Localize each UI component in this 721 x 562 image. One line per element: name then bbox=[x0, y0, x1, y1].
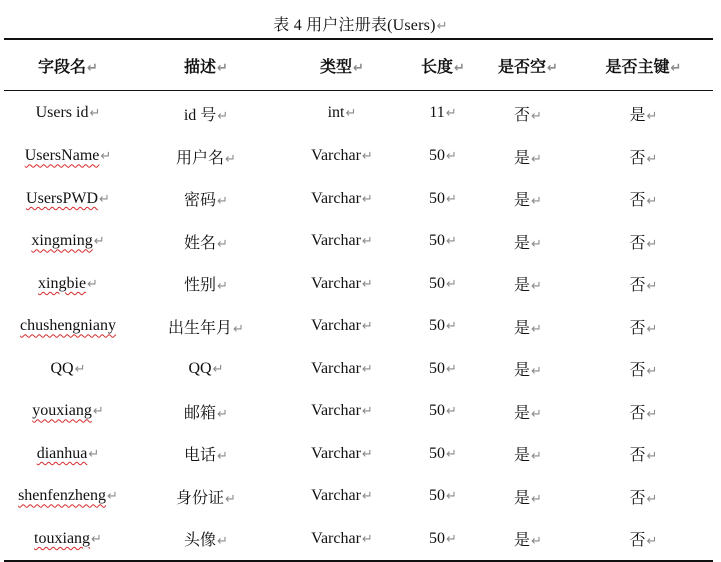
paragraph-return-icon: ↵ bbox=[446, 489, 457, 505]
paragraph-return-icon: ↵ bbox=[531, 534, 542, 550]
cell-nullable bbox=[482, 475, 574, 518]
cell-text: 是 bbox=[514, 277, 531, 295]
cell-text: id 号 bbox=[183, 106, 217, 124]
cell-primary-key bbox=[574, 220, 713, 263]
cell-text: Varchar bbox=[311, 317, 361, 335]
paragraph-return-icon: ↵ bbox=[454, 60, 465, 76]
cell-type bbox=[280, 433, 404, 476]
paragraph-return-icon: ↵ bbox=[217, 279, 228, 295]
cell-text: int bbox=[327, 104, 345, 121]
table-row bbox=[4, 433, 713, 476]
cell-primary-key bbox=[574, 135, 713, 178]
paragraph-return-icon: ↵ bbox=[99, 191, 110, 207]
cell-length bbox=[404, 390, 482, 433]
paragraph-return-icon: ↵ bbox=[361, 531, 373, 547]
cell-type bbox=[280, 305, 404, 348]
header-label: 长度 bbox=[421, 58, 454, 76]
paragraph-return-icon: ↵ bbox=[445, 106, 457, 121]
paragraph-return-icon: ↵ bbox=[646, 108, 658, 124]
cell-length bbox=[404, 135, 482, 178]
paragraph-return-icon: ↵ bbox=[547, 60, 558, 76]
cell-text: UsersName bbox=[24, 147, 100, 165]
cell-description bbox=[132, 178, 280, 221]
cell-type bbox=[280, 220, 404, 263]
table-row bbox=[4, 348, 713, 391]
cell-text: Varchar bbox=[311, 232, 361, 250]
cell-text: 身份证 bbox=[176, 489, 225, 507]
paragraph-return-icon: ↵ bbox=[646, 449, 658, 465]
cell-primary-key bbox=[574, 91, 713, 136]
paragraph-return-icon: ↵ bbox=[92, 404, 104, 420]
cell-field-name bbox=[4, 135, 132, 178]
cell-nullable bbox=[482, 263, 574, 306]
cell-text: 邮箱 bbox=[184, 404, 217, 422]
column-header-type bbox=[280, 39, 404, 91]
paragraph-return-icon: ↵ bbox=[233, 321, 244, 337]
table-row bbox=[4, 518, 713, 562]
cell-field-name bbox=[4, 305, 132, 348]
cell-text: 50 bbox=[429, 487, 446, 505]
table-header-row bbox=[4, 39, 713, 91]
paragraph-return-icon: ↵ bbox=[531, 108, 542, 124]
cell-nullable bbox=[482, 433, 574, 476]
paragraph-return-icon: ↵ bbox=[531, 449, 542, 465]
cell-text: 是 bbox=[514, 532, 531, 550]
paragraph-return-icon: ↵ bbox=[361, 276, 373, 292]
cell-field-name bbox=[4, 348, 132, 391]
cell-description bbox=[132, 518, 280, 562]
cell-description bbox=[132, 433, 280, 476]
cell-text: Varchar bbox=[311, 189, 361, 207]
paragraph-return-icon: ↵ bbox=[531, 491, 542, 507]
cell-primary-key bbox=[574, 263, 713, 306]
paragraph-return-icon: ↵ bbox=[345, 106, 357, 121]
table-body bbox=[4, 91, 713, 562]
header-label: 是否空 bbox=[498, 58, 547, 76]
paragraph-return-icon: ↵ bbox=[446, 361, 457, 377]
cell-primary-key bbox=[574, 390, 713, 433]
table-row bbox=[4, 91, 713, 136]
cell-field-name bbox=[4, 263, 132, 306]
cell-length bbox=[404, 220, 482, 263]
paragraph-return-icon: ↵ bbox=[361, 489, 373, 505]
paragraph-return-icon: ↵ bbox=[217, 60, 228, 76]
cell-nullable bbox=[482, 178, 574, 221]
paragraph-return-icon: ↵ bbox=[531, 279, 542, 295]
paragraph-return-icon: ↵ bbox=[646, 279, 658, 295]
column-header-nullable bbox=[482, 39, 574, 91]
header-label: 字段名 bbox=[38, 58, 87, 76]
cell-text: UsersPWD bbox=[26, 189, 99, 207]
cell-type bbox=[280, 178, 404, 221]
paragraph-return-icon: ↵ bbox=[93, 234, 105, 250]
column-header-description bbox=[132, 39, 280, 91]
paragraph-return-icon: ↵ bbox=[646, 236, 658, 252]
cell-text: Varchar bbox=[311, 444, 361, 462]
cell-field-name bbox=[4, 433, 132, 476]
cell-text: Varchar bbox=[311, 274, 361, 292]
cell-text: 否 bbox=[629, 532, 646, 550]
paragraph-return-icon: ↵ bbox=[646, 151, 658, 167]
cell-text: 50 bbox=[429, 189, 446, 207]
paragraph-return-icon: ↵ bbox=[217, 236, 228, 252]
cell-primary-key bbox=[574, 348, 713, 391]
paragraph-return-icon: ↵ bbox=[361, 191, 373, 207]
paragraph-return-icon: ↵ bbox=[646, 491, 658, 507]
paragraph-return-icon: ↵ bbox=[646, 321, 658, 337]
table-row bbox=[4, 178, 713, 221]
paragraph-return-icon: ↵ bbox=[217, 406, 228, 422]
header-label: 描述 bbox=[184, 58, 217, 76]
cell-text: 是 bbox=[514, 404, 531, 422]
cell-type bbox=[280, 135, 404, 178]
paragraph-return-icon: ↵ bbox=[446, 276, 457, 292]
paragraph-return-icon: ↵ bbox=[225, 491, 236, 507]
paragraph-return-icon: ↵ bbox=[361, 446, 373, 462]
paragraph-return-icon: ↵ bbox=[531, 321, 542, 337]
cell-text: xingbie bbox=[38, 274, 87, 292]
table-caption bbox=[0, 14, 721, 39]
paragraph-return-icon: ↵ bbox=[361, 361, 373, 377]
cell-text: 50 bbox=[429, 317, 446, 335]
cell-text: 用户名 bbox=[176, 149, 225, 167]
cell-field-name bbox=[4, 91, 132, 136]
paragraph-return-icon: ↵ bbox=[87, 60, 98, 76]
cell-text: 否 bbox=[629, 149, 646, 167]
cell-text: Varchar bbox=[311, 487, 361, 505]
table-caption-text: 表 4 用户注册表(Users) bbox=[273, 17, 436, 34]
cell-text: youxiang bbox=[32, 402, 92, 420]
paragraph-return-icon: ↵ bbox=[361, 404, 373, 420]
cell-primary-key bbox=[574, 518, 713, 562]
cell-nullable bbox=[482, 91, 574, 136]
cell-text: 密码 bbox=[184, 192, 217, 210]
cell-type bbox=[280, 390, 404, 433]
paragraph-return-icon: ↵ bbox=[87, 276, 98, 292]
paragraph-return-icon: ↵ bbox=[531, 364, 542, 380]
column-header-field bbox=[4, 39, 132, 91]
cell-text: chushengniany bbox=[20, 317, 116, 335]
cell-length bbox=[404, 475, 482, 518]
table-row bbox=[4, 475, 713, 518]
cell-text: 性别 bbox=[184, 277, 217, 295]
paragraph-return-icon: ↵ bbox=[353, 60, 364, 76]
cell-primary-key bbox=[574, 305, 713, 348]
paragraph-return-icon: ↵ bbox=[646, 406, 658, 422]
cell-description bbox=[132, 475, 280, 518]
paragraph-return-icon: ↵ bbox=[446, 446, 457, 462]
cell-field-name bbox=[4, 390, 132, 433]
paragraph-return-icon: ↵ bbox=[89, 106, 101, 121]
cell-text: 50 bbox=[429, 147, 446, 165]
cell-primary-key bbox=[574, 433, 713, 476]
paragraph-return-icon: ↵ bbox=[217, 534, 228, 550]
cell-text: Varchar bbox=[311, 359, 361, 377]
column-header-primary-key bbox=[574, 39, 713, 91]
paragraph-return-icon: ↵ bbox=[107, 489, 118, 505]
cell-description bbox=[132, 263, 280, 306]
column-header-length bbox=[404, 39, 482, 91]
table-row bbox=[4, 263, 713, 306]
cell-text: 50 bbox=[429, 529, 446, 547]
paragraph-return-icon: ↵ bbox=[91, 531, 102, 547]
header-label: 类型 bbox=[320, 58, 353, 76]
paragraph-return-icon: ↵ bbox=[446, 404, 457, 420]
cell-description bbox=[132, 220, 280, 263]
cell-text: 是 bbox=[514, 362, 531, 380]
cell-text: 否 bbox=[629, 447, 646, 465]
cell-text: 头像 bbox=[184, 532, 217, 550]
paragraph-return-icon: ↵ bbox=[217, 108, 229, 124]
cell-length bbox=[404, 178, 482, 221]
cell-text: 否 bbox=[629, 319, 646, 337]
cell-description bbox=[132, 135, 280, 178]
paragraph-return-icon: ↵ bbox=[361, 234, 373, 250]
paragraph-return-icon: ↵ bbox=[217, 194, 228, 210]
paragraph-return-icon: ↵ bbox=[212, 361, 224, 377]
cell-text: Varchar bbox=[311, 402, 361, 420]
cell-text: 电话 bbox=[184, 447, 217, 465]
cell-nullable bbox=[482, 305, 574, 348]
paragraph-return-icon: ↵ bbox=[446, 149, 457, 165]
cell-field-name bbox=[4, 518, 132, 562]
paragraph-return-icon: ↵ bbox=[531, 406, 542, 422]
paragraph-return-icon: ↵ bbox=[531, 194, 542, 210]
cell-length bbox=[404, 348, 482, 391]
cell-type bbox=[280, 518, 404, 562]
cell-text: 50 bbox=[429, 359, 446, 377]
cell-text: 否 bbox=[629, 362, 646, 380]
paragraph-return-icon: ↵ bbox=[670, 60, 682, 76]
cell-primary-key bbox=[574, 178, 713, 221]
table-row bbox=[4, 220, 713, 263]
paragraph-return-icon: ↵ bbox=[225, 151, 236, 167]
cell-text: QQ bbox=[50, 359, 74, 377]
cell-nullable bbox=[482, 220, 574, 263]
cell-nullable bbox=[482, 135, 574, 178]
cell-length bbox=[404, 433, 482, 476]
cell-text: 否 bbox=[629, 192, 646, 210]
paragraph-return-icon: ↵ bbox=[88, 446, 100, 462]
cell-text: 否 bbox=[629, 489, 646, 507]
cell-text: 否 bbox=[514, 106, 531, 124]
cell-description bbox=[132, 91, 280, 136]
users-table bbox=[4, 38, 713, 562]
cell-text: Varchar bbox=[311, 529, 361, 547]
cell-text: 是 bbox=[514, 192, 531, 210]
cell-text: 否 bbox=[629, 234, 646, 252]
cell-length bbox=[404, 305, 482, 348]
cell-text: 是 bbox=[514, 447, 531, 465]
cell-length bbox=[404, 91, 482, 136]
paragraph-return-icon: ↵ bbox=[646, 534, 658, 550]
cell-type bbox=[280, 348, 404, 391]
cell-nullable bbox=[482, 390, 574, 433]
cell-text: 是 bbox=[514, 489, 531, 507]
cell-text: 否 bbox=[629, 277, 646, 295]
cell-text: 50 bbox=[429, 274, 446, 292]
cell-text: 是 bbox=[514, 149, 531, 167]
table-row bbox=[4, 135, 713, 178]
cell-text: 50 bbox=[429, 444, 446, 462]
paragraph-return-icon: ↵ bbox=[436, 19, 448, 34]
cell-text: 是 bbox=[514, 319, 531, 337]
paragraph-return-icon: ↵ bbox=[100, 149, 112, 165]
paragraph-return-icon: ↵ bbox=[531, 151, 542, 167]
cell-text: 否 bbox=[629, 404, 646, 422]
cell-text: 是 bbox=[514, 234, 531, 252]
cell-text: touxiang bbox=[34, 529, 91, 547]
header-label: 是否主键 bbox=[605, 58, 670, 76]
cell-text: 50 bbox=[429, 232, 446, 250]
paragraph-return-icon: ↵ bbox=[446, 531, 457, 547]
cell-type bbox=[280, 475, 404, 518]
paragraph-return-icon: ↵ bbox=[446, 234, 457, 250]
cell-text: QQ bbox=[188, 359, 212, 377]
cell-nullable bbox=[482, 348, 574, 391]
cell-text: 出生年月 bbox=[168, 319, 233, 337]
cell-field-name bbox=[4, 475, 132, 518]
paragraph-return-icon: ↵ bbox=[361, 319, 373, 335]
table-row bbox=[4, 305, 713, 348]
paragraph-return-icon: ↵ bbox=[217, 449, 228, 465]
table-row bbox=[4, 390, 713, 433]
cell-text: dianhua bbox=[36, 444, 88, 462]
cell-text: Varchar bbox=[311, 147, 361, 165]
cell-type bbox=[280, 91, 404, 136]
cell-text: 姓名 bbox=[184, 234, 217, 252]
paragraph-return-icon: ↵ bbox=[361, 149, 373, 165]
cell-field-name bbox=[4, 220, 132, 263]
cell-field-name bbox=[4, 178, 132, 221]
cell-length bbox=[404, 263, 482, 306]
cell-text: 50 bbox=[429, 402, 446, 420]
cell-primary-key bbox=[574, 475, 713, 518]
paragraph-return-icon: ↵ bbox=[446, 319, 457, 335]
cell-length bbox=[404, 518, 482, 562]
paragraph-return-icon: ↵ bbox=[646, 194, 658, 210]
cell-nullable bbox=[482, 518, 574, 562]
cell-type bbox=[280, 263, 404, 306]
cell-description bbox=[132, 305, 280, 348]
paragraph-return-icon: ↵ bbox=[531, 236, 542, 252]
cell-text: xingming bbox=[31, 232, 93, 250]
paragraph-return-icon: ↵ bbox=[646, 364, 658, 380]
cell-text: shenfenzheng bbox=[18, 487, 107, 505]
cell-description bbox=[132, 348, 280, 391]
paragraph-return-icon: ↵ bbox=[446, 191, 457, 207]
cell-text: 是 bbox=[629, 106, 646, 124]
paragraph-return-icon: ↵ bbox=[74, 361, 86, 377]
cell-text: Users id bbox=[35, 104, 89, 121]
cell-text: 11 bbox=[429, 104, 445, 121]
cell-description bbox=[132, 390, 280, 433]
